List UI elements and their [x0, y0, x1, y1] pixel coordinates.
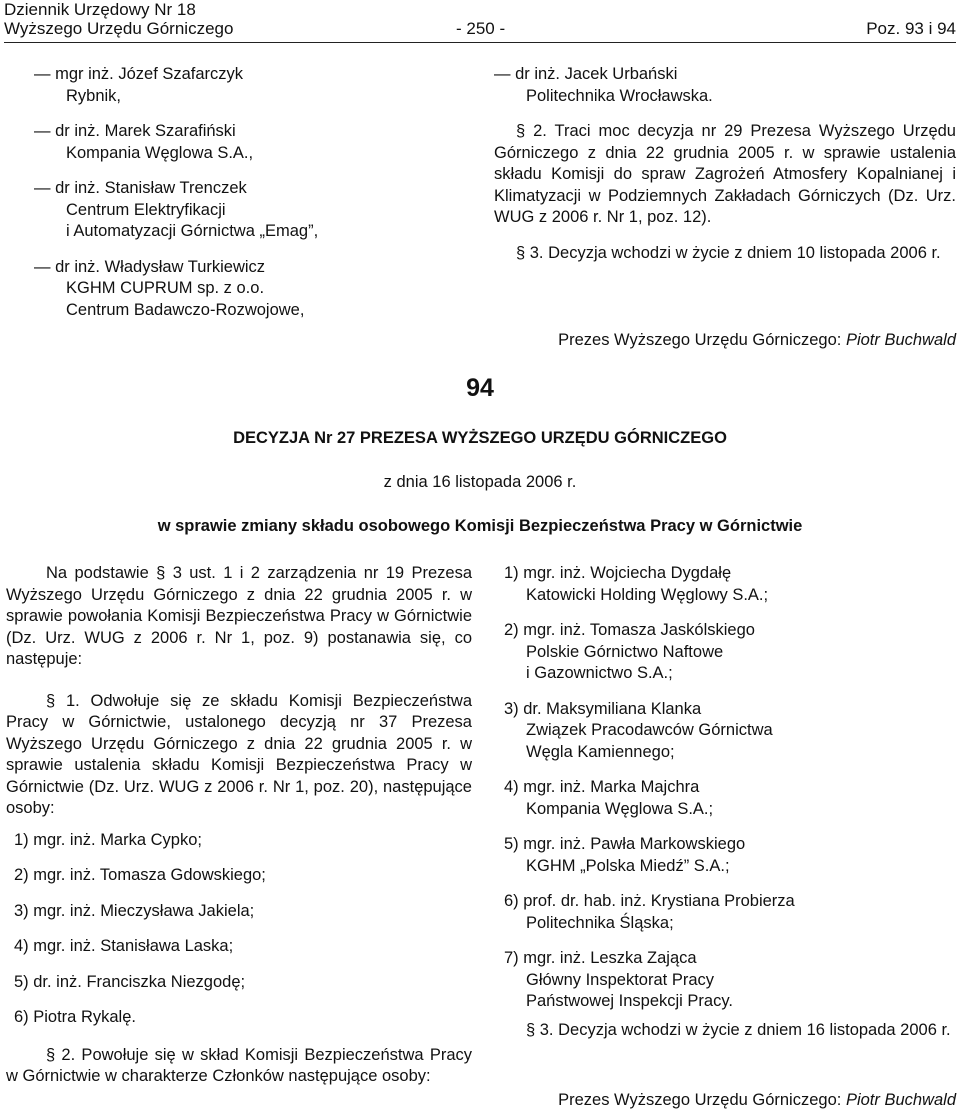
list-item: 4) mgr. inż. Marka Majchra Kompania Węglowa S.A.;	[504, 778, 714, 818]
list-item: 3) dr. Maksymiliana Klanka Związek Pracodawców Górnictwa Węgla Kamiennego;	[504, 699, 773, 761]
list-item: 1) mgr. inż. Wojciecha Dygdałę Katowicki Holding Węglowy S.A.;	[504, 564, 769, 604]
signature: Prezes Wyższego Urzędu Górniczego: Piotr Buchwald	[558, 331, 956, 349]
journal-title: Dziennik Urzędowy Nr 18	[4, 0, 196, 19]
signature: Prezes Wyższego Urzędu Górniczego: Piotr Buchwald	[558, 1091, 956, 1109]
preamble: Na podstawie § 3 ust. 1 i 2 zarządzenia nr 19 Prezesa Wyższego Urzędu Górniczego z dnia 22 grudnia 2005 r. w sprawie powołania Komisji Bezpieczeństwa Pracy w Górnictwie (Dz. Urz. WUG z 2006 r. Nr 1, poz. 9) postanawia się, co następuje:	[6, 564, 472, 668]
list-item: — dr inż. Władysław Turkiewicz KGHM CUPRUM sp. z o.o. Centrum Badawczo-Rozwojowe,	[34, 257, 305, 319]
list-item: — mgr inż. Józef Szafarczyk Rybnik,	[34, 65, 244, 105]
removed-members-list	[14, 830, 472, 1029]
paragraph-3: § 3. Decyzja wchodzi w życie z dniem 10 listopada 2006 r.	[516, 243, 941, 262]
list-item: 3) mgr. inż. Mieczysława Jakiela;	[14, 901, 255, 920]
list-item: — dr inż. Marek Szarafiński Kompania Węglowa S.A.,	[34, 122, 254, 162]
list-item: 6) Piotra Rykalę.	[14, 1008, 136, 1026]
list-item: 2) mgr. inż. Tomasza Jaskólskiego Polskie Górnictwo Naftowe i Gazownictwo S.A.;	[504, 621, 755, 682]
signatory-name: Piotr Buchwald	[845, 1091, 956, 1109]
appointed-members-list	[504, 563, 956, 1013]
list-item: 5) mgr. inż. Pawła Markowskiego KGHM „Polska Miedź” S.A.;	[504, 835, 746, 875]
top-left-member-list	[34, 64, 454, 321]
page-number: - 250 -	[456, 19, 506, 38]
list-item: 6) prof. dr. hab. inż. Krystiana Probierza Politechnika Śląska;	[504, 892, 795, 932]
list-item: 1) mgr. inż. Marka Cypko;	[14, 830, 202, 849]
list-item: 2) mgr. inż. Tomasza Gdowskiego;	[14, 866, 266, 884]
bottom-left-column	[6, 563, 472, 1088]
top-right-column	[494, 64, 956, 264]
decision-title: DECYZJA Nr 27 PREZESA WYŻSZEGO URZĘDU GÓRNICZEGO	[233, 429, 727, 447]
running-header	[4, 18, 956, 40]
bottom-right-column	[504, 563, 956, 1013]
list-item: 4) mgr. inż. Stanisława Laska;	[14, 937, 234, 955]
list-item: — dr inż. Stanisław Trenczek Centrum Elektryfikacji i Automatyzacji Górnictwa „Emag”,	[34, 179, 319, 240]
signatory-name: Piotr Buchwald	[845, 331, 956, 349]
position-number: Poz. 93 i 94	[866, 19, 956, 38]
journal-publisher: Wyższego Urzędu Górniczego	[4, 19, 234, 38]
list-item: 7) mgr. inż. Leszka Zająca Główny Inspektorat Pracy Państwowej Inspekcji Pracy.	[504, 949, 733, 1010]
decision-date: z dnia 16 listopada 2006 r.	[383, 473, 577, 491]
decision-number: 94	[466, 374, 494, 402]
list-item: — dr inż. Jacek Urbański Politechnika Wrocławska.	[494, 65, 713, 105]
decision-subject: w sprawie zmiany składu osobowego Komisji Bezpieczeństwa Pracy w Górnictwie	[157, 517, 803, 535]
header-rule	[4, 42, 956, 43]
paragraph-2: § 2. Traci moc decyzja nr 29 Prezesa Wyższego Urzędu Górniczego z dnia 22 grudnia 2005 r. w sprawie ustalenia składu Komisji do spraw Zagrożeń Atmosfery Kopalnianej i Klimatyzacji w Podziemnych Zakładach Górniczych (Dz. Urz. WUG z 2006 r. Nr 1, poz. 12).	[494, 122, 956, 226]
paragraph-1: § 1. Odwołuje się ze składu Komisji Bezpieczeństwa Pracy w Górnictwie, ustalonego decyzją nr 37 Prezesa Wyższego Urzędu Górniczego z dnia 22 grudnia 2005 r. w sprawie ustalenia składu Komisji Bezpieczeństwa Pracy w Górnictwie (Dz. Urz. WUG z 2006 r. Nr 1, poz. 20), następujące osoby:	[6, 691, 472, 817]
list-item: 5) dr. inż. Franciszka Niezgodę;	[14, 972, 246, 991]
paragraph-3-effective: § 3. Decyzja wchodzi w życie z dniem 16 listopada 2006 r.	[526, 1021, 951, 1039]
paragraph-2-appointments: § 2. Powołuje się w skład Komisji Bezpieczeństwa Pracy w Górnictwie w charakterze Członków następujące osoby:	[6, 1045, 472, 1085]
